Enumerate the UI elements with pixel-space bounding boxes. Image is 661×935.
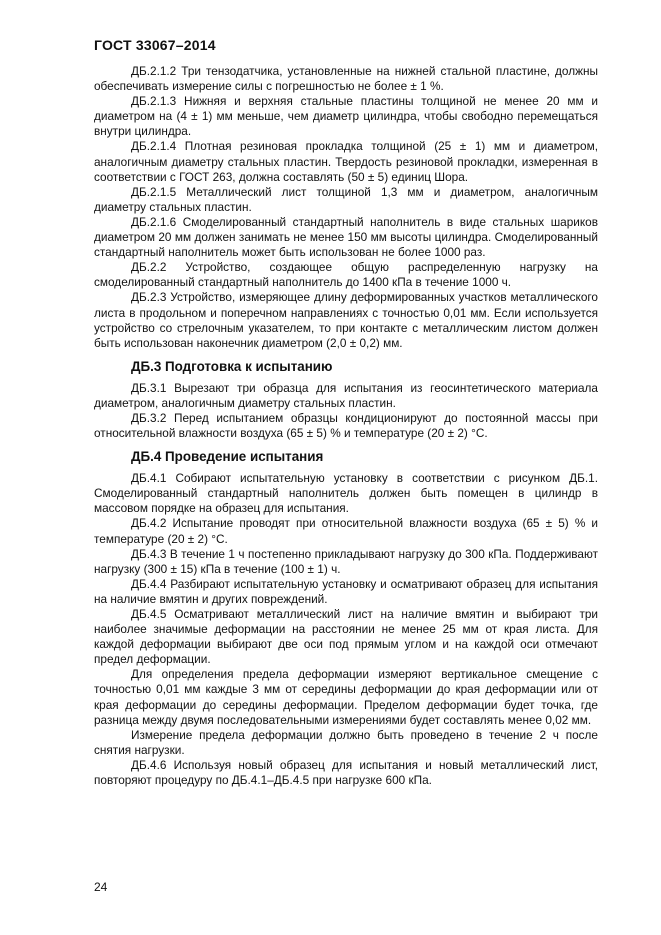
paragraph: ДБ.2.2 Устройство, создающее общую распределенную нагрузку на смоделированный стандартный наполнитель до 1400 кПа в течение 1000 ч. bbox=[94, 260, 598, 290]
paragraph: ДБ.2.1.3 Нижняя и верхняя стальные пластины толщиной не менее 20 мм и диаметром на (4 ± 1) мм меньше, чем диаметр цилиндра, чтобы свободно перемещаться внутри цилиндра. bbox=[94, 94, 598, 139]
section-heading: ДБ.4 Проведение испытания bbox=[131, 449, 324, 465]
page-number: 24 bbox=[94, 880, 108, 894]
paragraph: ДБ.4.3 В течение 1 ч постепенно прикладывают нагрузку до 300 кПа. Поддерживают нагрузку (300 ± 15) кПа в течение (100 ± 1) ч. bbox=[94, 546, 598, 576]
paragraph: Для определения предела деформации измеряют вертикальное смещение с точностью 0,01 мм каждые 3 мм от середины деформации до края деформации или от края деформации до середины деформации. Пределом деформации будет точка, где разница между двумя последовательными измерениями будет составлять менее 0,02 мм. bbox=[94, 667, 598, 727]
paragraph: ДБ.4.5 Осматривают металлический лист на наличие вмятин и выбирают три наиболее значимые деформации на расстоянии не менее 25 мм от края листа. Для каждой деформации выбирают две оси под прямым углом и на каждой оси отмечают предел деформации. bbox=[94, 607, 598, 667]
paragraph: ДБ.3.2 Перед испытанием образцы кондиционируют до постоянной массы при относительной влажности воздуха (65 ± 5) % и температуре (20 ± 2) °С. bbox=[94, 410, 598, 441]
document-header: ГОСТ 33067–2014 bbox=[94, 37, 216, 53]
paragraph: ДБ.2.1.4 Плотная резиновая прокладка толщиной (25 ± 1) мм и диаметром, аналогичным диаметру стальных пластин. Твердость резиновой прокладки, измеренная в соответствии с ГОСТ 263, должна составлять (50 ± 5) единиц Шора. bbox=[94, 139, 598, 184]
paragraph: ДБ.4.6 Используя новый образец для испытания и новый металлический лист, повторяют процедуру по ДБ.4.1–ДБ.4.5 при нагрузке 600 кПа. bbox=[94, 757, 598, 788]
paragraph: ДБ.2.3 Устройство, измеряющее длину деформированных участков металлического листа в продольном и поперечном направлениях с точностью 0,01 мм. Если используется устройство со стрелочным указателем, то при контакте с металлическим листом должен быть использован наконечник диаметром (2,0 ± 0,2) мм. bbox=[94, 290, 598, 350]
paragraph: ДБ.4.2 Испытание проводят при относительной влажности воздуха (65 ± 5) % и температуре (20 ± 2) °С. bbox=[94, 516, 598, 546]
paragraph: ДБ.4.1 Собирают испытательную установку в соответствии с рисунком ДБ.1. Смоделированный стандартный наполнитель должен быть помещен в цилиндр в массовом порядке на образец для испытания. bbox=[94, 471, 598, 516]
paragraph: Измерение предела деформации должно быть проведено в течение 2 ч после снятия нагрузки. bbox=[94, 727, 598, 757]
paragraph: ДБ.2.1.2 Три тензодатчика, установленные на нижней стальной пластине, должны обеспечивать измерение силы с погрешностью не более ± 1 %. bbox=[94, 64, 598, 94]
document-body bbox=[94, 64, 598, 788]
paragraph: ДБ.2.1.6 Смоделированный стандартный наполнитель в виде стальных шариков диаметром 20 мм должен занимать не менее 150 мм высоты цилиндра. Смоделированный стандартный наполнитель может быть использован не более 1000 раз. bbox=[94, 214, 598, 260]
paragraph: ДБ.4.4 Разбирают испытательную установку и осматривают образец для испытания на наличие вмятин и других повреждений. bbox=[94, 576, 598, 606]
paragraph: ДБ.2.1.5 Металлический лист толщиной 1,3 мм и диаметром, аналогичным диаметру стальных пластин. bbox=[94, 184, 598, 214]
paragraph: ДБ.3.1 Вырезают три образца для испытания из геосинтетического материала диаметром, аналогичным диаметру стальных пластин. bbox=[94, 380, 598, 410]
section-heading: ДБ.3 Подготовка к испытанию bbox=[131, 358, 333, 374]
